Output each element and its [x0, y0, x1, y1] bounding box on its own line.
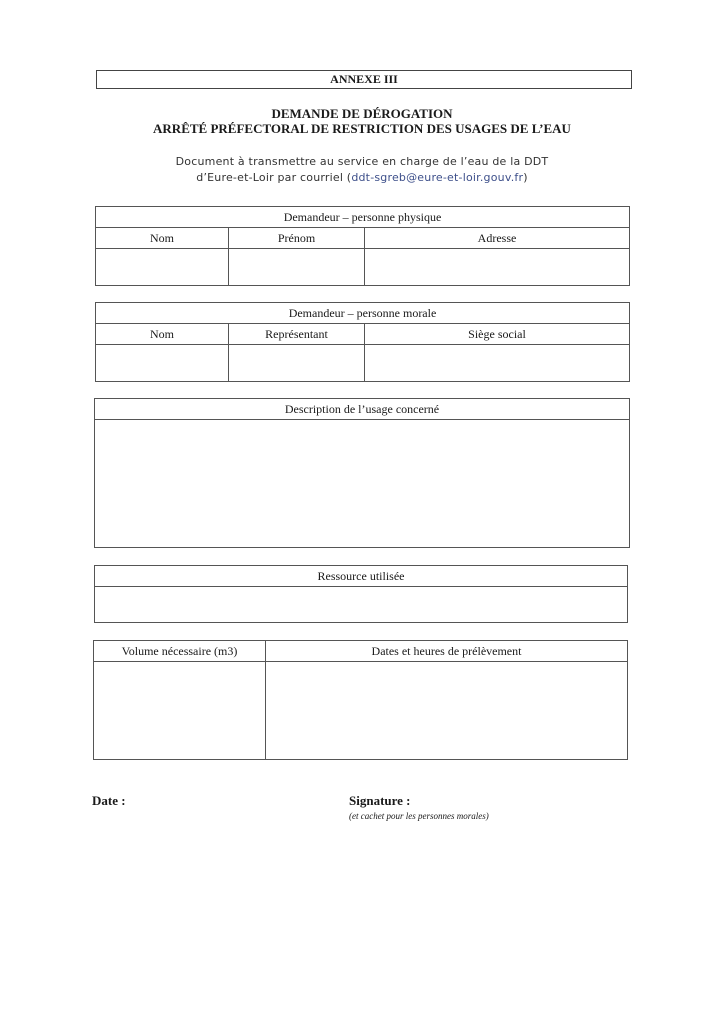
dates-field[interactable]	[266, 662, 628, 760]
morale-col-nom: Nom	[96, 324, 229, 345]
physique-adresse-field[interactable]	[365, 249, 630, 286]
morale-representant-field[interactable]	[229, 345, 365, 382]
physique-prenom-field[interactable]	[229, 249, 365, 286]
form-title-line1: DEMANDE DE DÉROGATION	[271, 106, 453, 121]
physique-nom-field[interactable]	[96, 249, 229, 286]
intro-line2-suffix: )	[523, 171, 528, 184]
volume-col-heading: Volume nécessaire (m3)	[94, 641, 266, 662]
intro-line1: Document à transmettre au service en charge de l’eau de la DDT	[175, 155, 549, 168]
table-personne-morale	[95, 302, 630, 382]
ressource-field[interactable]	[95, 587, 628, 623]
usage-description-field[interactable]	[95, 420, 630, 548]
physique-heading: Demandeur – personne physique	[96, 207, 630, 228]
morale-col-representant: Représentant	[229, 324, 365, 345]
usage-heading: Description de l’usage concerné	[95, 399, 630, 420]
table-ressource	[94, 565, 628, 623]
volume-field[interactable]	[94, 662, 266, 760]
signature-label: Signature :	[349, 793, 411, 808]
table-usage	[94, 398, 630, 548]
physique-col-adresse: Adresse	[365, 228, 630, 249]
intro-email-link[interactable]: ddt-sgreb@eure-et-loir.gouv.fr	[351, 171, 524, 184]
physique-col-nom: Nom	[96, 228, 229, 249]
ressource-heading: Ressource utilisée	[95, 566, 628, 587]
form-title-line2: ARRÊTÉ PRÉFECTORAL DE RESTRICTION DES USAGES DE L’EAU	[153, 121, 571, 136]
dates-col-heading: Dates et heures de prélèvement	[266, 641, 628, 662]
morale-col-siege-social: Siège social	[365, 324, 630, 345]
morale-siege-social-field[interactable]	[365, 345, 630, 382]
signature-note: (et cachet pour les personnes morales)	[349, 811, 489, 821]
table-volume-dates	[93, 640, 628, 760]
intro-line2-prefix: d’Eure-et-Loir par courriel (	[196, 171, 352, 184]
table-personne-physique	[95, 206, 630, 286]
morale-heading: Demandeur – personne morale	[96, 303, 630, 324]
date-label: Date :	[92, 793, 126, 808]
morale-nom-field[interactable]	[96, 345, 229, 382]
intro-text	[0, 154, 724, 186]
intro-line2	[0, 170, 724, 186]
physique-col-prenom: Prénom	[229, 228, 365, 249]
annex-title: ANNEXE III	[96, 70, 632, 89]
